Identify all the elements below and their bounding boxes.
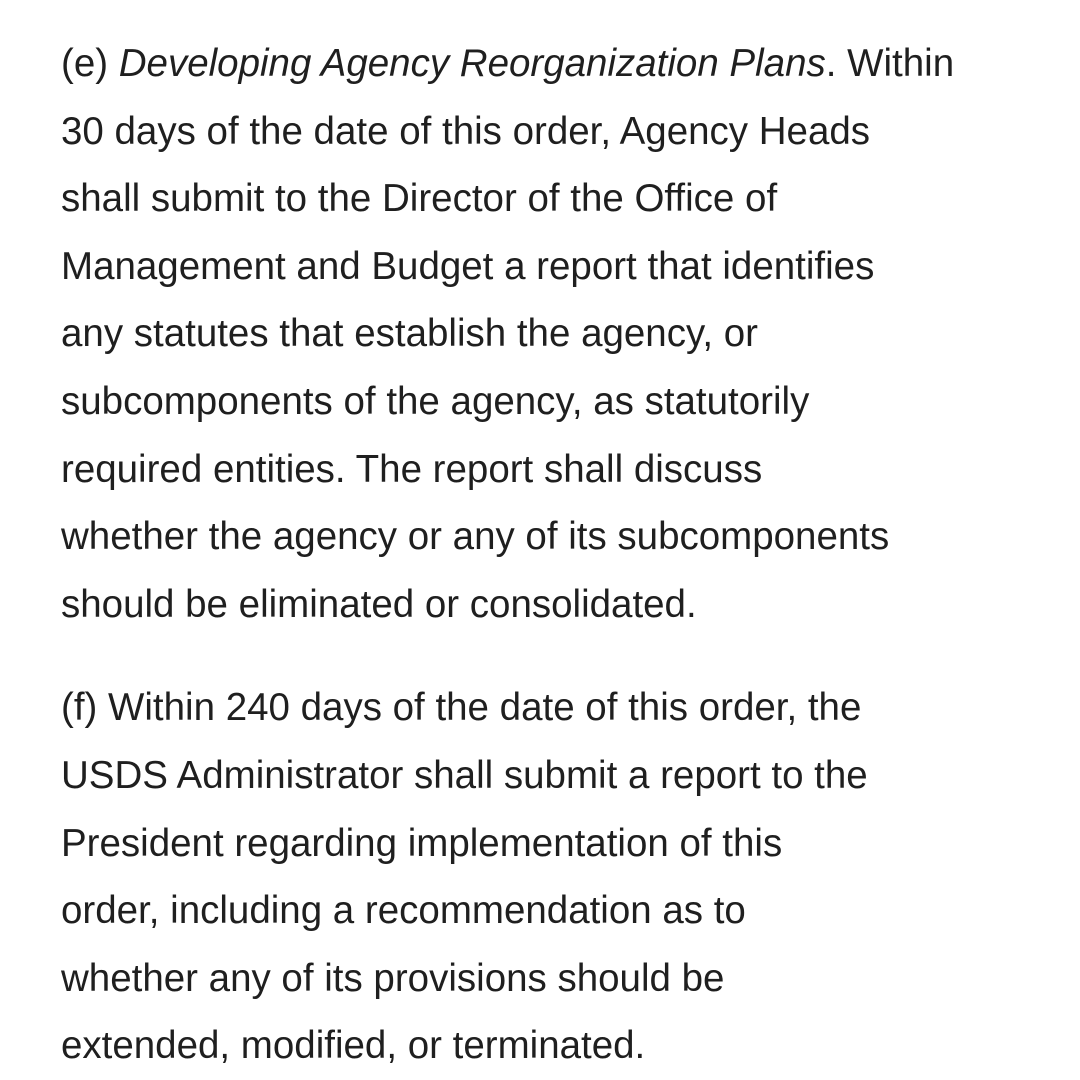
paragraph-line: whether any of its provisions should be	[61, 956, 725, 1000]
paragraph-line: Management and Budget a report that identifies	[61, 244, 875, 288]
paragraph-line: President regarding implementation of this	[61, 821, 783, 865]
paragraph-line: should be eliminated or consolidated.	[61, 582, 697, 626]
document-body	[61, 30, 1061, 1080]
section-heading: Developing Agency Reorganization Plans	[118, 42, 826, 85]
paragraph-line: (f) Within 240 days of the date of this order, the	[61, 686, 862, 730]
paragraph-line: order, including a recommendation as to	[61, 889, 746, 933]
paragraph-line: USDS Administrator shall submit a report to the	[61, 753, 868, 797]
paragraph-f	[61, 674, 1061, 1080]
paragraph-line: shall submit to the Director of the Office of	[61, 177, 778, 221]
paragraph-text: . Within	[825, 42, 955, 85]
paragraph-line: extended, modified, or terminated.	[61, 1024, 646, 1068]
paragraph-line: 30 days of the date of this order, Agency Heads	[61, 109, 871, 153]
paragraph-e	[61, 30, 1061, 638]
paragraph-line: any statutes that establish the agency, or	[61, 312, 758, 356]
paragraph-line: subcomponents of the agency, as statutorily	[61, 379, 810, 423]
paragraph-line: required entities. The report shall discuss	[61, 447, 763, 491]
section-label: (e)	[61, 42, 119, 85]
paragraph-line: whether the agency or any of its subcomponents	[61, 515, 890, 559]
paragraph-spacer	[61, 638, 1061, 674]
paragraph-line	[61, 30, 1061, 98]
